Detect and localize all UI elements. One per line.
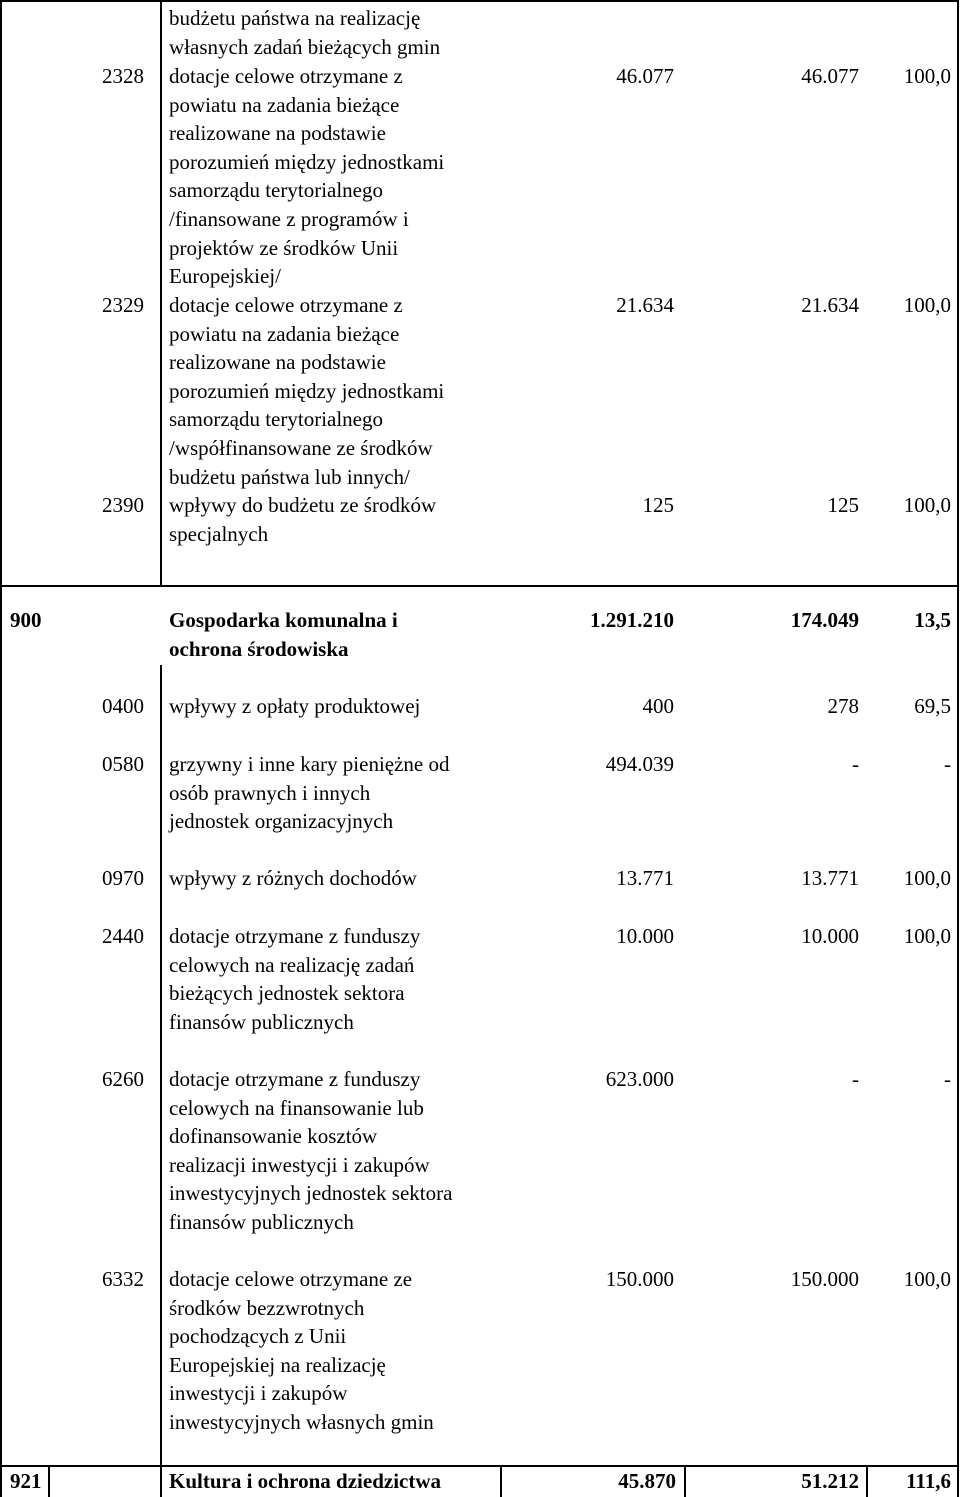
table-row-6260-code: 6260 <box>102 1067 144 1091</box>
table-row-6332-code: 6332 <box>102 1267 144 1291</box>
table-row-921-plan: 45.870 <box>618 1469 676 1493</box>
table-row-0580-percent: - <box>944 752 951 776</box>
table-row-6332-description-line: inwestycyjnych własnych gmin <box>169 1410 434 1434</box>
table-row-2329-description-line: dotacje celowe otrzymane z <box>169 293 403 317</box>
table-row-0970-description-line: wpływy z różnych dochodów <box>169 866 417 890</box>
table-row-6332-description-line: pochodzących z Unii <box>169 1324 347 1349</box>
table-row-921-description-line: Kultura i ochrona dziedzictwa <box>169 1469 442 1493</box>
table-row-6260-description-line: dotacje otrzymane z funduszy <box>169 1067 421 1091</box>
table-row-2329-description-line: realizowane na podstawie <box>169 350 386 375</box>
table-row-6260-execution: - <box>852 1067 859 1091</box>
table-row-6332-execution: 150.000 <box>790 1267 859 1291</box>
table-row-0580-description-line: jednostek organizacyjnych <box>169 809 394 834</box>
table-row-6260-description-line: finansów publicznych <box>169 1210 354 1234</box>
table-row-900-plan: 1.291.210 <box>590 608 674 632</box>
table-row-2390-description-line: wpływy do budżetu ze środków <box>169 493 437 517</box>
table-row-2328-description-line: Europejskiej/ <box>169 264 281 289</box>
table-row-2328-plan: 46.077 <box>616 64 674 88</box>
table-row-2329-percent: 100,0 <box>903 293 951 317</box>
table-row-2440-execution: 10.000 <box>801 924 859 948</box>
table-row-0580-execution: - <box>852 752 859 776</box>
table-row-cont-description-line: własnych zadań bieżących gmin <box>169 34 441 59</box>
table-row-0400-plan: 400 <box>642 694 674 718</box>
row-921-code-divider <box>48 1467 50 1497</box>
table-row-2329-description-line: porozumień między jednostkami <box>169 378 445 403</box>
table-row-900-execution: 174.049 <box>790 608 859 632</box>
table-row-921-percent: 111,6 <box>906 1469 951 1493</box>
table-row-6260-description-line: inwestycyjnych jednostek sektora <box>169 1181 453 1206</box>
table-row-2329-description-line: budżetu państwa lub innych/ <box>169 464 410 489</box>
table-row-2390-code: 2390 <box>102 493 144 517</box>
table-row-921-execution: 51.212 <box>801 1469 859 1493</box>
table-row-0970-code: 0970 <box>102 866 144 890</box>
table-row-6332-percent: 100,0 <box>903 1267 951 1291</box>
column-divider-lower <box>160 665 162 1465</box>
table-row-2440-description-line: celowych na realizację zadań <box>169 952 415 977</box>
table-row-6260-plan: 623.000 <box>605 1067 674 1091</box>
table-row-6332-description-line: dotacje celowe otrzymane ze <box>169 1267 413 1291</box>
table-row-2329-execution: 21.634 <box>801 293 859 317</box>
table-row-6332-description-line: Europejskiej na realizację <box>169 1352 386 1377</box>
table-row-2329-description-line: samorządu terytorialnego <box>169 407 383 432</box>
table-row-6260-description-line: dofinansowanie kosztów <box>169 1124 378 1149</box>
table-row-2328-description-line: porozumień między jednostkami <box>169 149 445 174</box>
table-row-900-description-line: Gospodarka komunalna i <box>169 608 398 632</box>
table-row-0970-plan: 13.771 <box>616 866 674 890</box>
table-row-0400-percent: 69,5 <box>914 694 951 718</box>
table-row-2329-description-line: powiatu na zadania bieżące <box>169 321 400 346</box>
table-row-2440-description-line: dotacje otrzymane z funduszy <box>169 924 421 948</box>
table-row-2329-code: 2329 <box>102 293 144 317</box>
table-row-0580-description-line: osób prawnych i innych <box>169 780 371 805</box>
table-row-2390-percent: 100,0 <box>903 493 951 517</box>
table-row-0580-plan: 494.039 <box>605 752 674 776</box>
table-row-2328-code: 2328 <box>102 64 144 88</box>
table-row-2390-plan: 125 <box>642 493 674 517</box>
table-row-2440-code: 2440 <box>102 924 144 948</box>
table-row-6332-description-line: środków bezzwrotnych <box>169 1295 365 1320</box>
table-row-900-code: 900 <box>10 608 42 632</box>
table-row-921-code: 921 <box>10 1469 42 1493</box>
table-row-2329-plan: 21.634 <box>616 293 674 317</box>
row-921-desc-divider <box>160 1467 162 1497</box>
table-row-2328-description-line: dotacje celowe otrzymane z <box>169 64 403 88</box>
table-row-0400-execution: 278 <box>827 694 859 718</box>
table-row-6332-plan: 150.000 <box>605 1267 674 1291</box>
table-row-0580-description-line: grzywny i inne kary pieniężne od <box>169 752 450 776</box>
table-row-6260-description-line: celowych na finansowanie lub <box>169 1095 424 1120</box>
table-row-2328-description-line: realizowane na podstawie <box>169 121 386 146</box>
table-row-2328-description-line: projektów ze środków Unii <box>169 235 399 260</box>
table-row-900-percent: 13,5 <box>914 608 951 632</box>
table-row-900-description-line: ochrona środowiska <box>169 636 349 661</box>
table-row-cont-description-line: budżetu państwa na realizację <box>169 6 421 30</box>
table-row-2328-execution: 46.077 <box>801 64 859 88</box>
table-row-0400-code: 0400 <box>102 694 144 718</box>
table-row-0970-execution: 13.771 <box>801 866 859 890</box>
table-row-0580-code: 0580 <box>102 752 144 776</box>
table-row-2390-execution: 125 <box>827 493 859 517</box>
table-row-2329-description-line: /współfinansowane ze środków <box>169 436 433 460</box>
table-row-6260-percent: - <box>944 1067 951 1091</box>
table-row-6332-description-line: inwestycji i zakupów <box>169 1381 348 1406</box>
column-divider-upper <box>160 0 162 585</box>
table-row-2440-description-line: finansów publicznych <box>169 1009 354 1034</box>
table-row-0400-description-line: wpływy z opłaty produktowej <box>169 694 421 718</box>
table-row-2390-description-line: specjalnych <box>169 521 269 546</box>
table-row-2328-description-line: /finansowane z programów i <box>169 207 409 231</box>
table-border-right <box>957 0 959 1497</box>
table-row-6260-description-line: realizacji inwestycji i zakupów <box>169 1152 430 1177</box>
table-border-left <box>0 0 2 1497</box>
section-divider-900 <box>0 585 959 587</box>
table-row-2440-percent: 100,0 <box>903 924 951 948</box>
table-row-2328-percent: 100,0 <box>903 64 951 88</box>
table-row-2440-description-line: bieżących jednostek sektora <box>169 981 405 1006</box>
table-row-0970-percent: 100,0 <box>903 866 951 890</box>
table-row-2440-plan: 10.000 <box>616 924 674 948</box>
table-row-2328-description-line: powiatu na zadania bieżące <box>169 92 400 117</box>
table-border-top <box>0 0 959 2</box>
table-row-2328-description-line: samorządu terytorialnego <box>169 178 383 203</box>
